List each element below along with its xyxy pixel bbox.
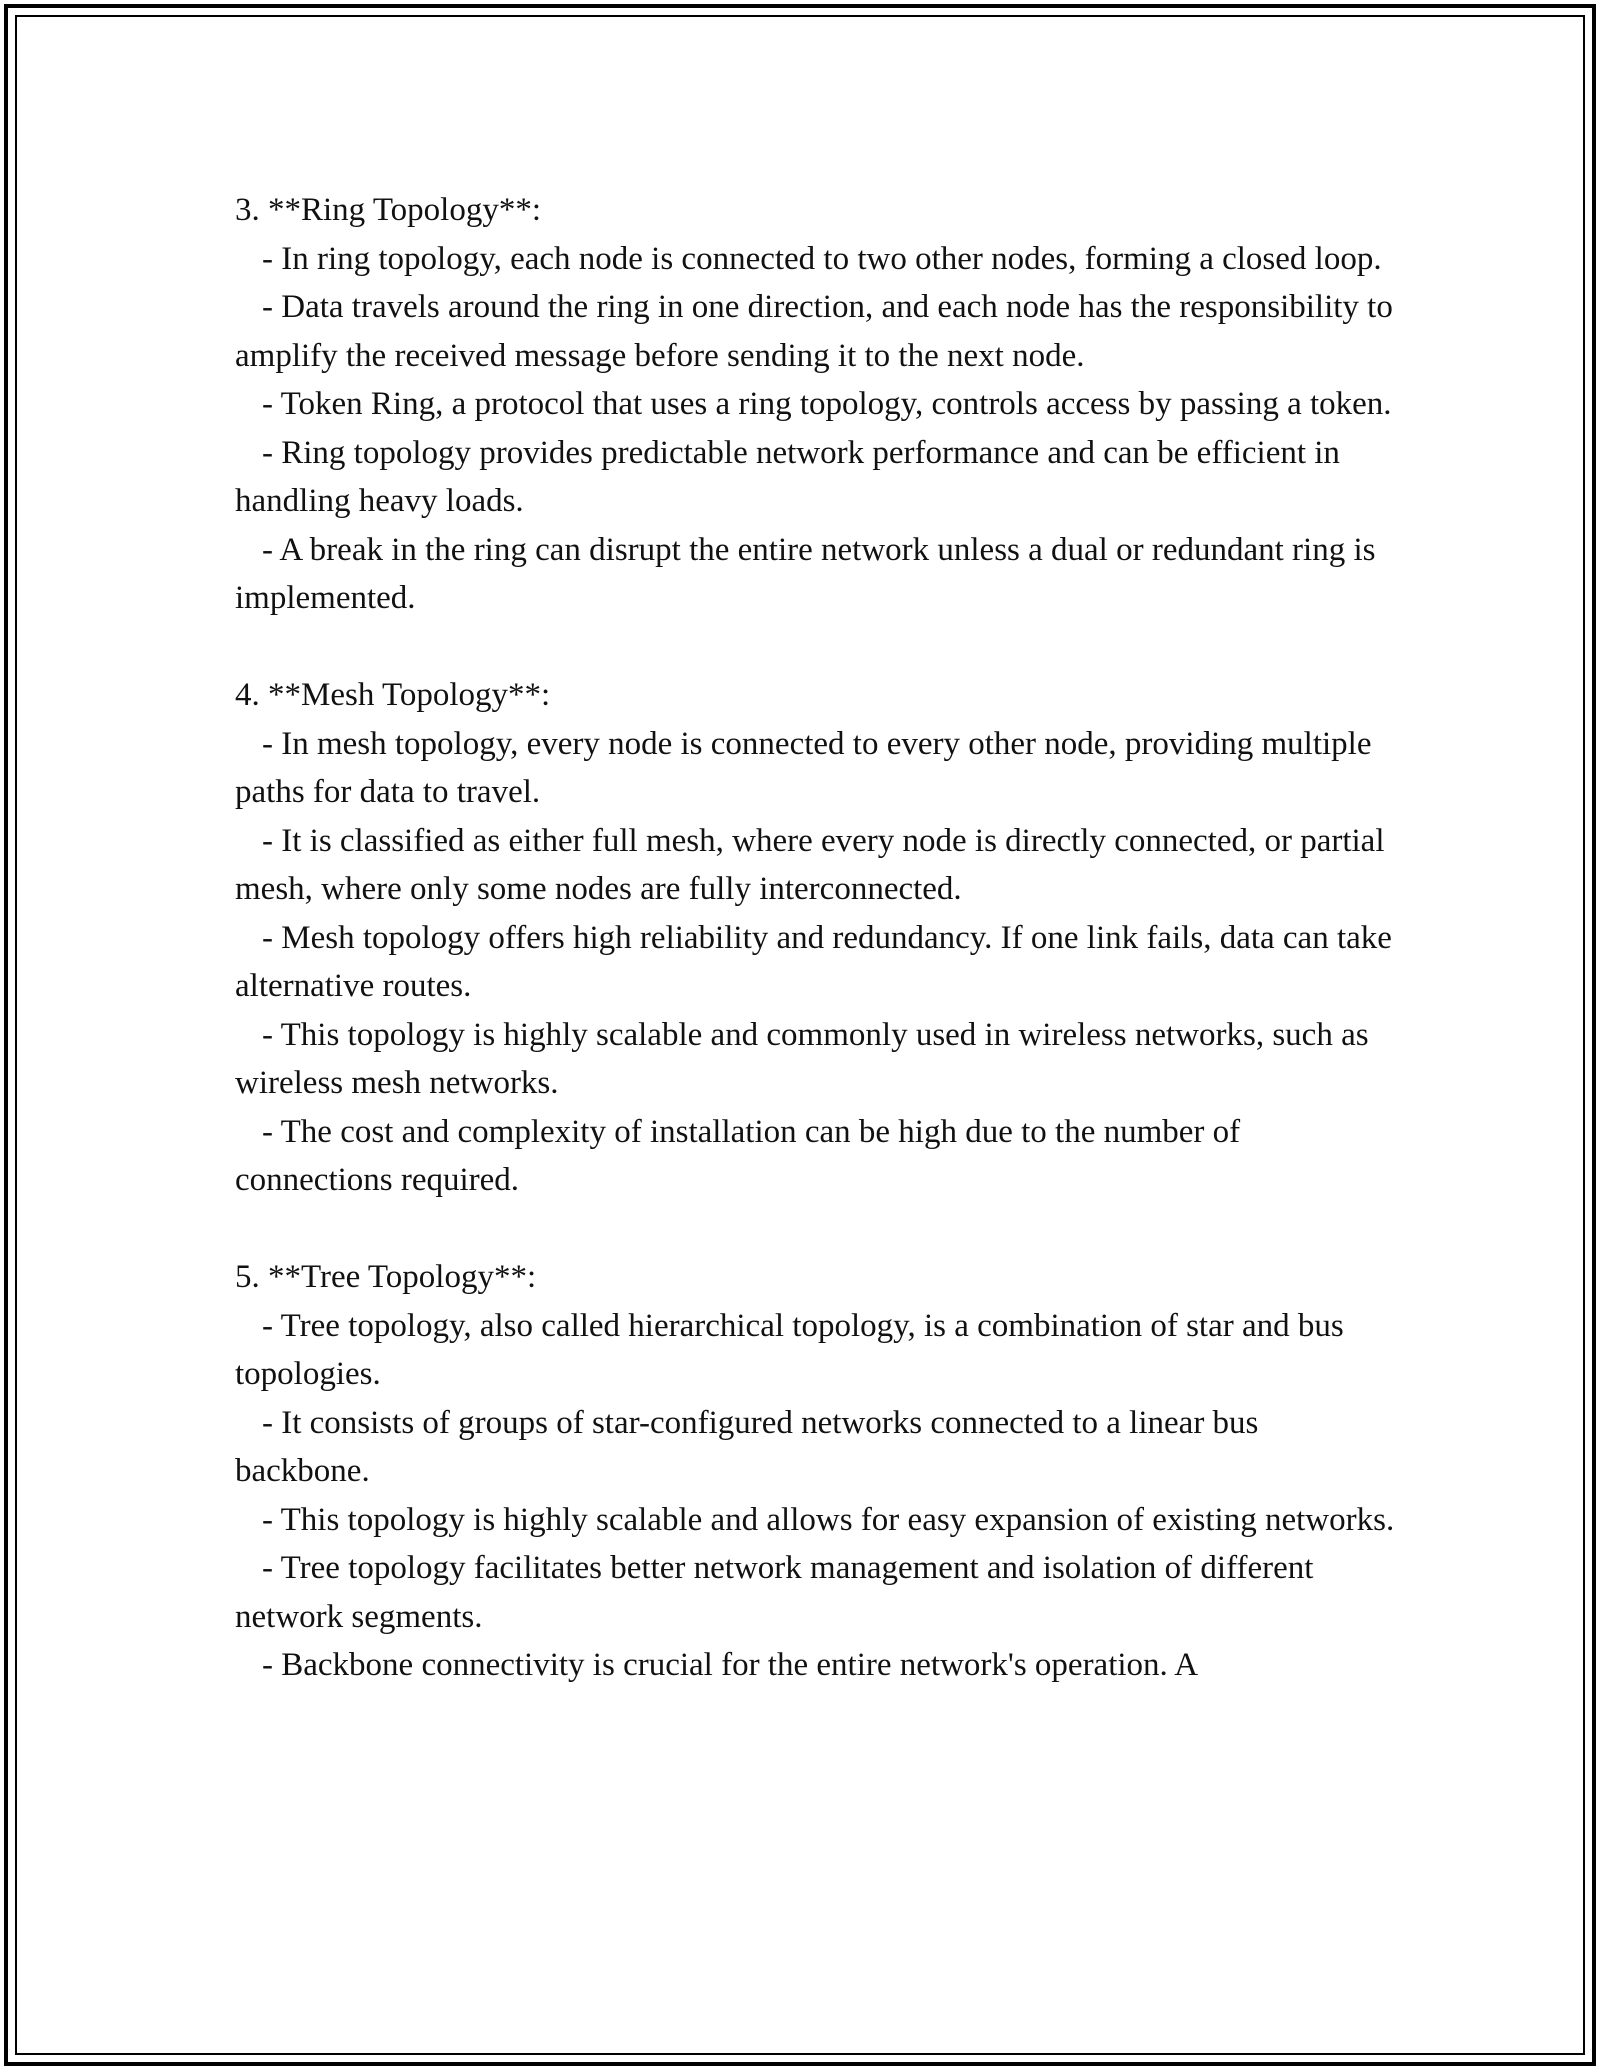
bullet-item: - Ring topology provides predictable network performance and can be efficient in handling heavy loads. [235,434,1340,519]
bullet-item: - Tree topology, also called hierarchical topology, is a combination of star and bus topologies. [235,1307,1344,1392]
bullet-item: - This topology is highly scalable and commonly used in wireless networks, such as wireless mesh networks. [235,1016,1369,1101]
bullet-item: - This topology is highly scalable and allows for easy expansion of existing networks. [262,1501,1395,1538]
section-ring-topology [235,186,1395,623]
bullet-item: - A break in the ring can disrupt the entire network unless a dual or redundant ring is implemented. [235,531,1376,616]
bullet-item: - The cost and complexity of installation can be high due to the number of connections required. [235,1113,1241,1198]
section-heading: 5. **Tree Topology**: [235,1259,537,1295]
section-mesh-topology [235,671,1395,1205]
document-body [235,186,1395,1690]
bullet-item: - Token Ring, a protocol that uses a ring topology, controls access by passing a token. [262,386,1392,422]
section-heading: 4. **Mesh Topology**: [235,677,551,713]
bullet-item: - Data travels around the ring in one direction, and each node has the responsibility to amplify the received message before sending it to the next node. [235,289,1393,374]
bullet-item: - Mesh topology offers high reliability and redundancy. If one link fails, data can take alternative routes. [235,919,1392,1004]
bullet-item: - It is classified as either full mesh, where every node is directly connected, or partial mesh, where only some nodes are fully interconnected. [235,822,1385,907]
bullet-item: - Backbone connectivity is crucial for the entire network's operation. A [262,1647,1199,1683]
section-tree-topology [235,1253,1395,1690]
bullet-item: - In ring topology, each node is connected to two other nodes, forming a closed loop. [262,240,1382,277]
bullet-item: - In mesh topology, every node is connected to every other node, providing multiple paths for data to travel. [235,725,1372,810]
bullet-item: - Tree topology facilitates better network management and isolation of different network segments. [235,1550,1314,1635]
bullet-item: - It consists of groups of star-configured networks connected to a linear bus backbone. [235,1404,1259,1489]
section-heading: 3. **Ring Topology**: [235,192,542,228]
